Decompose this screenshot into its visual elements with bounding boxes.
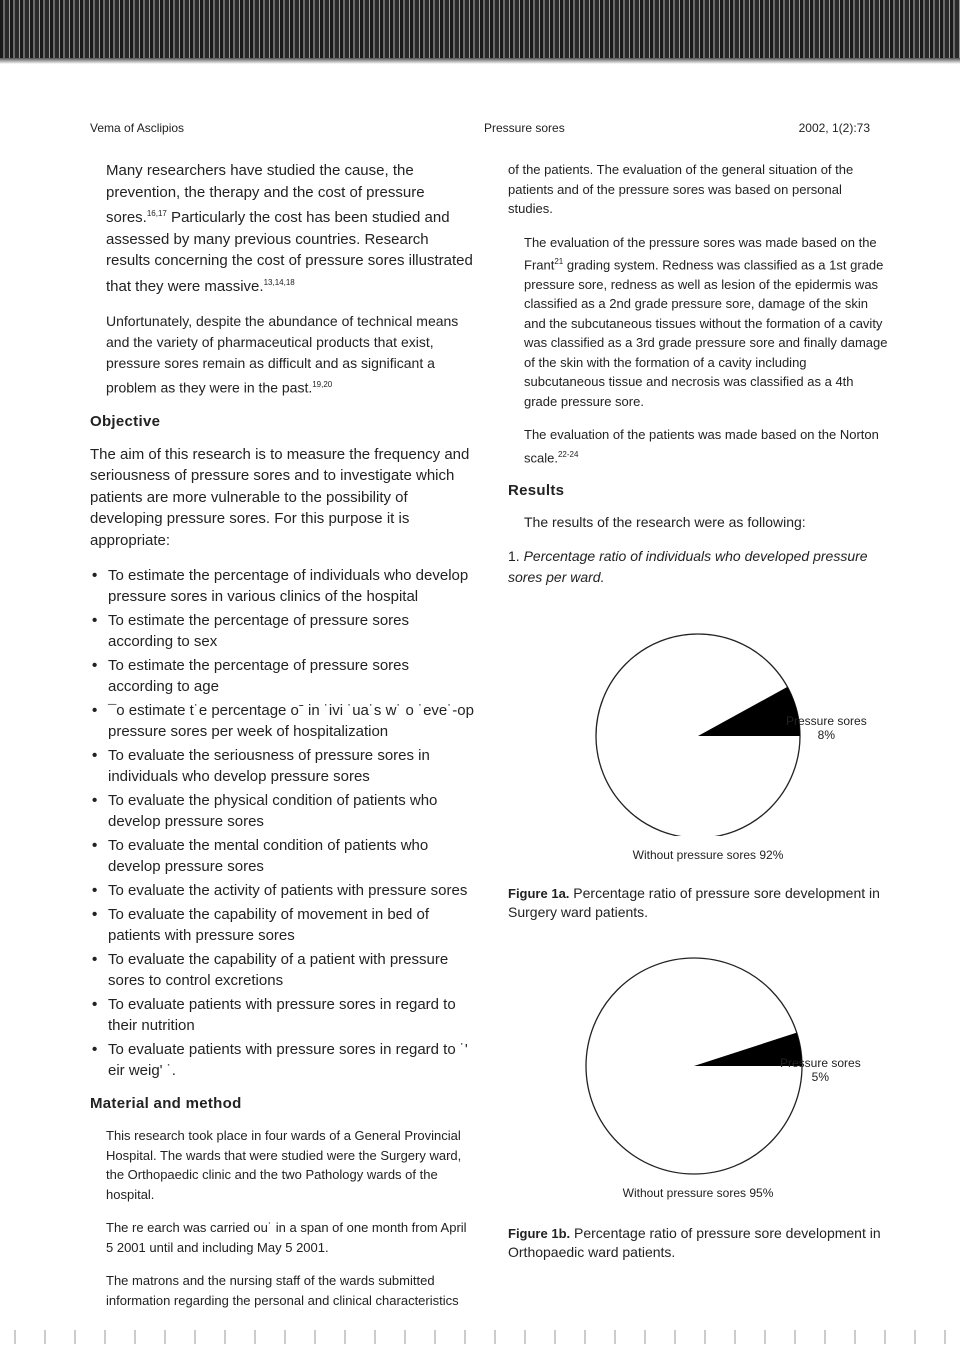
right-paragraph-3: The evaluation of the patients was made based on the Norton scale.$^{22-24}$ <box>524 427 879 466</box>
method-paragraph-3: The matrons and the nursing staff of the wards submitted information regarding the personal and clinical characteristics <box>106 1273 459 1308</box>
right-paragraph-2: The evaluation of the pressure sores was made based on the Frant$^{21}$ grading system. Redness was classified as a 1st grade pressure sore, redness as well as lesion of the epidermis was classified as a 2nd grade pressure sore, damage of the skin and the subcutaneous tissues without the formation of a cavity was classified as a 3rd grade pressure sore and finally damage of the skin with the formation of a cavity including subcutaneous tissue and necrosis was classified as a 4th grade pressure sore. <box>524 234 888 409</box>
results-item-1: 1. Percentage ratio of individuals who developed pressure sores per ward. <box>508 548 868 586</box>
objective-list-item: • To evaluate patients with pressure sores in regard to ˙' eir weig' ˙. <box>90 1039 474 1081</box>
objective-list-item: • To estimate the percentage of pressure sores according to sex <box>90 610 474 652</box>
objective-heading: Objective <box>90 412 161 430</box>
objective-list-item: • ¯o estimate t˙e percentage oˉ in ˙ivi ˙ua˙s w˙ o ˙eve˙-op pressure sores per week of hospitalization <box>90 700 474 742</box>
objective-list-item: • To estimate the percentage of individuals who develop pressure sores in various clinics of the hospital <box>90 565 474 607</box>
right-column <box>508 160 888 1262</box>
objective-list-item: • To evaluate the physical condition of patients who develop pressure sores <box>90 790 474 832</box>
right-paragraph-1: of the patients. The evaluation of the general situation of the patients and of the pressure sores was based on personal studies. <box>508 162 854 216</box>
objective-list-item: • To evaluate the seriousness of pressure sores in individuals who develop pressure sores <box>90 745 474 787</box>
objective-list-item: • To evaluate the activity of patients with pressure sores <box>90 880 474 901</box>
running-header-journal: Vema of Asclipios <box>90 121 185 135</box>
results-intro: The results of the research were as following: <box>524 513 806 530</box>
pie-1a-without-label: Without pressure sores 92% <box>632 848 784 863</box>
objective-list <box>90 565 474 1081</box>
scan-noise-fade <box>0 58 960 64</box>
method-paragraph-2: The re earch was carried ou˙ in a span of one month from April 5 2001 until and including May 5 2001. <box>106 1220 467 1255</box>
scan-noise-top <box>0 0 960 58</box>
figure-1b-caption: Figure 1b. Percentage ratio of pressure sore development in Orthopaedic ward patients. <box>508 1225 881 1261</box>
pie-1a-sore-label: Pressure sores 8% <box>786 714 867 743</box>
objective-list-item: • To evaluate the capability of a patient with pressure sores to control excretions <box>90 949 474 991</box>
pie-1b-without-label: Without pressure sores 95% <box>622 1186 774 1201</box>
pie-1b-sore-label: Pressure sores 5% <box>780 1056 861 1085</box>
pie-figure-1a <box>508 626 888 863</box>
objective-paragraph: The aim of this research is to measure the frequency and seriousness of pressure sores and to investigate which patients are more vulnerable to the possibility of developing pressure sores. For this purpose it is appropriate: <box>90 445 470 549</box>
objective-list-item: • To estimate the percentage of pressure sores according to age <box>90 655 474 697</box>
pie-figure-1b <box>508 938 888 1201</box>
scan-noise-bottom <box>0 1330 960 1344</box>
method-paragraph-1: This research took place in four wards of a General Provincial Hospital. The wards that were studied were the Surgery ward, the Orthopaedic clinic and the two Pathology wards of the hospital. <box>106 1128 462 1202</box>
left-column <box>90 160 474 1324</box>
intro-paragraph-2: Unfortunately, despite the abundance of technical means and the variety of pharmaceutical products that exist, pressure sores remain as difficult and as significant a problem as they were in the past.$^{19,20}$ <box>106 313 459 396</box>
results-heading: Results <box>508 481 565 499</box>
objective-list-item: • To evaluate the mental condition of patients who develop pressure sores <box>90 835 474 877</box>
figure-1a-caption: Figure 1a. Percentage ratio of pressure sore development in Surgery ward patients. <box>508 885 880 921</box>
intro-paragraph-1: Many researchers have studied the cause, the prevention, the therapy and the cost of pressure sores.$^{16,17}$ Particularly the cost has been studied and assessed by many previous countries. Research results concerning the cost of pressure sores illustrated that they were massive.$^{13,14,18}$ <box>106 162 473 295</box>
objective-list-item: • To evaluate the capability of movement in bed of patients with pressure sores <box>90 904 474 946</box>
running-header-title: Pressure sores <box>484 121 565 135</box>
method-heading: Material and method <box>90 1095 242 1113</box>
objective-list-item: • To evaluate patients with pressure sores in regard to their nutrition <box>90 994 474 1036</box>
running-header-issue: 2002, 1(2):73 <box>798 121 870 135</box>
